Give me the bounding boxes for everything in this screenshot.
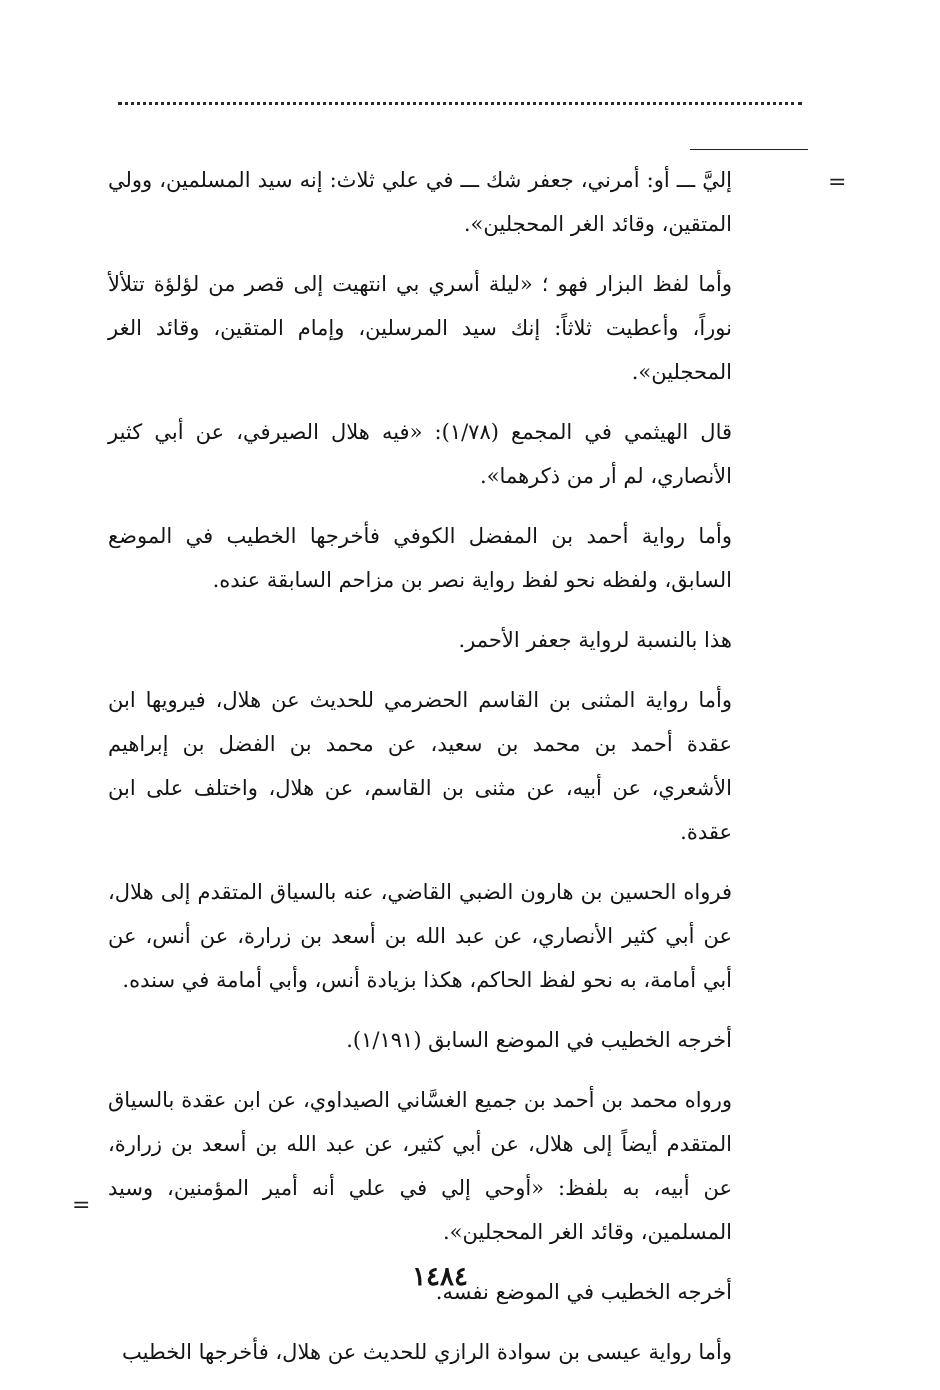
paragraph: فرواه الحسين بن هارون الضبي القاضي، عنه بالسياق المتقدم إلى هلال، عن أبي كثير الأنصاري، عن عبد الله بن أسعد بن زرارة، عن أنس، عن أبي أمامة، به نحو لفظ الحاكم، هكذا بزيادة أنس، وأبي أمامة في سنده. <box>108 880 732 992</box>
paragraph: قال الهيثمي في المجمع (١/٧٨): «فيه هلال الصيرفي، عن أبي كثير الأنصاري، لم أر من ذكرهما». <box>108 420 733 488</box>
continuation-mark-top: = <box>828 170 847 195</box>
paragraph: ورواه محمد بن أحمد بن جميع الغسَّاني الصيداوي، عن ابن عقدة بالسياق المتقدم أيضاً إلى هلال، عن أبي كثير، عن عبد الله بن أسعد بن زرارة، عن أبيه، به بلفظ: «أوحي إلي في علي أنه أمير المؤمنين، وسيد المسلمين، وقائد الغر المحجلين». <box>108 1088 732 1244</box>
paragraph: وأما رواية المثنى بن القاسم الحضرمي للحديث عن هلال، فيرويها ابن عقدة أحمد بن محمد بن سعيد، عن محمد بن الفضل بن إبراهيم الأشعري، عن أبيه، عن مثنى بن القاسم، عن هلال، واختلف على ابن عقدة. <box>108 688 732 844</box>
paragraph: إليَّ ـــ أو: أمرني، جعفر شك ـــ في علي ثلاث: إنه سيد المسلمين، وولي المتقين، وقائد الغر المحجلين». <box>108 168 732 236</box>
footnote-separator-line <box>690 149 808 150</box>
paragraph: وأما رواية أحمد بن المفضل الكوفي فأخرجها الخطيب في الموضع السابق، ولفظه نحو لفظ رواية نصر بن مزاحم السابقة عنده. <box>108 524 732 592</box>
continuation-mark-bottom: = <box>72 1193 91 1218</box>
dotted-separator <box>118 102 802 105</box>
paragraph: هذا بالنسبة لرواية جعفر الأحمر. <box>458 628 732 652</box>
paragraph: وأما لفظ البزار فهو ؛ «ليلة أسري بي انتهيت إلى قصر من لؤلؤة تتلألأ نوراً، وأعطيت ثلاثاً: إنك سيد المرسلين، وإمام المتقين، وقائد الغر المحجلين». <box>108 272 732 384</box>
paragraph: وأما رواية عيسى بن سوادة الرازي للحديث عن هلال، فأخرجها الخطيب <box>122 1340 732 1364</box>
paragraph: أخرجه الخطيب في الموضع نفسه. <box>435 1280 732 1304</box>
paragraph: أخرجه الخطيب في الموضع السابق (١/١٩١). <box>346 1028 732 1052</box>
page-number: ١٤٨٤ <box>412 1262 468 1292</box>
footnote-body <box>108 158 732 1390</box>
